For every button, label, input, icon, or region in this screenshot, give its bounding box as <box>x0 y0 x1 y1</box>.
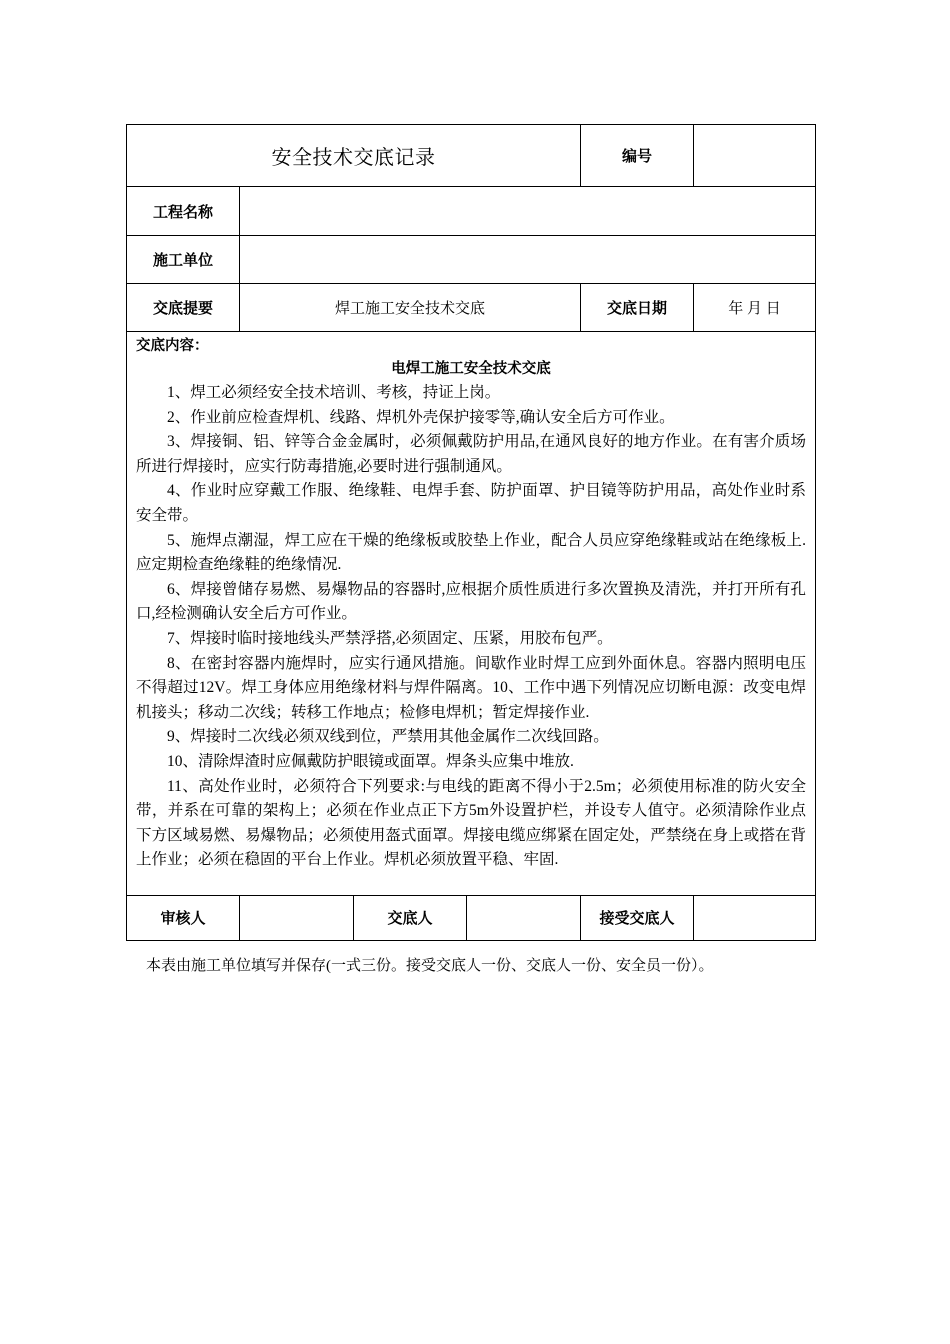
date-field[interactable]: 年 月 日 <box>694 284 816 332</box>
safety-disclosure-form <box>126 124 815 941</box>
content-paragraph-6: 6、焊接曾储存易燃、易爆物品的容器时,应根据介质性质进行多次置换及清洗，并打开所有孔口,经检测确认安全后方可作业。 <box>136 580 806 623</box>
content-subtitle: 电焊工施工安全技术交底 <box>391 361 551 377</box>
content-paragraph-4: 4、作业时应穿戴工作服、绝缘鞋、电焊手套、防护面罩、护目镜等防护用品，高处作业时系安全带。 <box>136 482 806 524</box>
title-row <box>127 125 816 187</box>
discloser-label: 交底人 <box>354 895 467 940</box>
content-label: 交底内容： <box>136 338 209 354</box>
date-label: 交底日期 <box>581 284 694 332</box>
content-paragraph-3: 3、焊接铜、铝、锌等合金金属时，必须佩戴防护用品,在通风良好的地方作业。在有害介质场所进行焊接时，应实行防毒措施,必要时进行强制通风。 <box>136 433 806 475</box>
number-field[interactable] <box>694 125 816 187</box>
summary-row <box>127 284 816 332</box>
project-name-label: 工程名称 <box>127 187 240 236</box>
signature-row <box>127 895 816 940</box>
project-name-row <box>127 187 816 236</box>
content-paragraph-5: 5、施焊点潮湿，焊工应在干燥的绝缘板或胶垫上作业，配合人员应穿绝缘鞋或站在绝缘板上.应定期检查绝缘鞋的绝缘情况. <box>136 531 806 574</box>
form-title: 安全技术交底记录 <box>127 125 581 187</box>
reviewer-field[interactable] <box>240 895 354 940</box>
content-cell <box>127 332 816 896</box>
reviewer-label: 审核人 <box>127 895 240 940</box>
content-paragraph-11: 11、高处作业时，必须符合下列要求:与电线的距离不得小于2.5m；必须使用标准的防火安全带，并系在可靠的架构上；必须在作业点正下方5m外设置护栏，并设专人值守。必须清除作业点下方区域易燃、易爆物品；必须使用盔式面罩。焊接电缆应绑紧在固定处，严禁绕在身上或搭在背上作业；必须在稳固的平台上作业。焊机必须放置平稳、牢固. <box>136 777 806 869</box>
content-paragraph-7: 7、焊接时临时接地线头严禁浮搭,必须固定、压紧，用胶布包严。 <box>167 629 613 647</box>
construction-unit-field[interactable] <box>240 236 816 284</box>
project-name-field[interactable] <box>240 187 816 236</box>
content-paragraph-9: 9、焊接时二次线必须双线到位，严禁用其他金属作二次线回路。 <box>167 728 609 746</box>
summary-label: 交底提要 <box>127 284 240 332</box>
receiver-label: 接受交底人 <box>581 895 694 940</box>
content-paragraph-10: 10、清除焊渣时应佩戴防护眼镜或面罩。焊条头应集中堆放. <box>167 752 574 770</box>
discloser-field[interactable] <box>467 895 581 940</box>
content-paragraph-1: 1、焊工必须经安全技术培训、考核，持证上岗。 <box>167 384 501 401</box>
content-paragraph-8: 8、在密封容器内施焊时，应实行通风措施。间歇作业时焊工应到外面休息。容器内照明电压不得超过12V。焊工身体应用绝缘材料与焊件隔离。10、工作中遇下列情况应切断电源：改变电焊机接头；移动二次线；转移工作地点；检修电焊机；暂定焊接作业. <box>136 654 806 721</box>
number-label: 编号 <box>581 125 694 187</box>
content-row <box>127 332 816 896</box>
summary-field[interactable]: 焊工施工安全技术交底 <box>240 284 581 332</box>
construction-unit-label: 施工单位 <box>127 236 240 284</box>
construction-unit-row <box>127 236 816 284</box>
content-paragraph-2: 2、作业前应检查焊机、线路、焊机外壳保护接零等,确认安全后方可作业。 <box>167 408 675 426</box>
footer-note: 本表由施工单位填写并保存(一式三份。接受交底人一份、交底人一份、安全员一份）。 <box>146 958 714 974</box>
receiver-field[interactable] <box>694 895 816 940</box>
form-table <box>126 124 816 941</box>
